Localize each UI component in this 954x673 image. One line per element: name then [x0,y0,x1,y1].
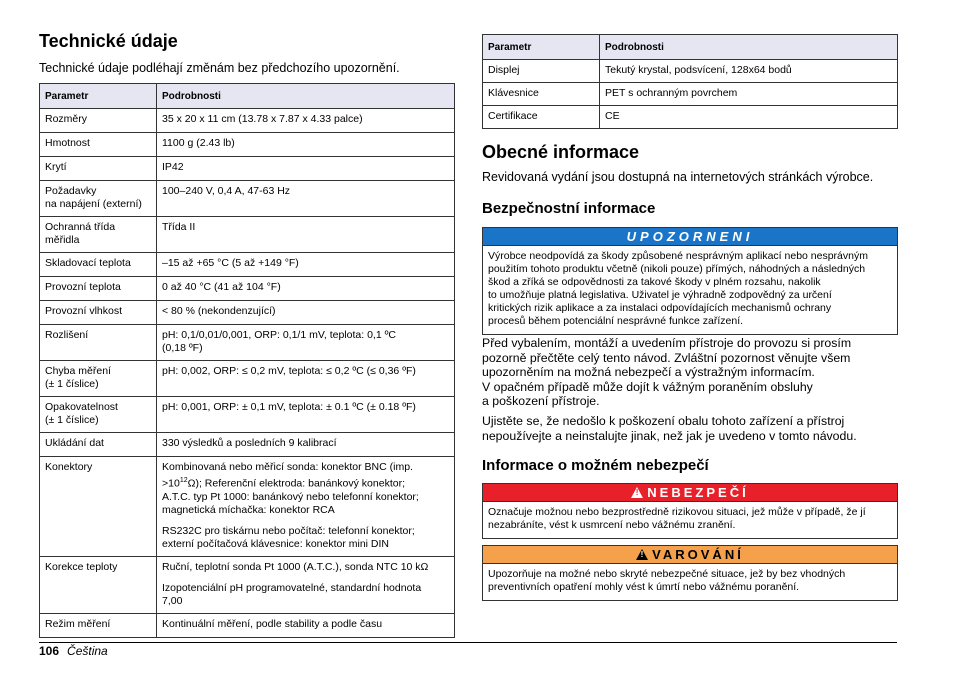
general-info-text: Revidovaná vydání jsou dostupná na internetových stránkách výrobce. [482,170,874,184]
row-param: Provozní teplota [40,277,157,301]
row-detail: CE [600,106,898,129]
row-detail: Ruční, teplotní sonda Pt 1000 (A.T.C.), sonda NTC 10 kΩ Izopotenciální pH programovatelné, standardní hodnota 7,00 [157,556,455,613]
row-param: Provozní vlhkost [40,301,157,325]
table-row [40,325,455,361]
table-row [483,60,898,83]
row-detail: Třída II [157,217,455,253]
row-param: Režim měření [40,613,157,637]
table-row [40,181,455,217]
table-row [40,301,455,325]
table-row [40,361,455,397]
table-row [483,83,898,106]
safety-heading: Bezpečnostní informace [482,200,656,217]
row-detail: 1100 g (2.43 lb) [157,133,455,157]
table-row [40,109,455,133]
general-info-heading: Obecné informace [482,142,640,162]
danger-text: Označuje možnou nebo bezprostředně rizikovou situaci, jež může v případě, že jí nezabráníte, vést k usmrcení nebo vážnému zranění. [483,501,897,538]
table-row [40,217,455,253]
row-detail: IP42 [157,157,455,181]
row-detail: –15 až +65 °C (5 až +149 °F) [157,253,455,277]
row-param: Displej [483,60,600,83]
row-param: Skladovací teplota [40,253,157,277]
notice-label: UPOZORNENI [483,228,897,245]
row-detail: pH: 0,002, ORP: ≤ 0,2 mV, teplota: ≤ 0,2 ºC (≤ 0,36 ºF) [157,361,455,397]
row-param: Rozlišení [40,325,157,361]
row-detail: 330 výsledků a posledních 9 kalibrací [157,433,455,457]
row-param: Korekce teploty [40,556,157,613]
table-row [40,133,455,157]
row-detail: 35 x 20 x 11 cm (13.78 x 7.87 x 4.33 palce) [157,109,455,133]
spec-table [39,83,455,638]
hazard-heading: Informace o možném nebezpečí [482,457,709,474]
warning-label: ! VAROVÁNÍ [483,546,897,563]
row-detail: 100–240 V, 0,4 A, 47-63 Hz [157,181,455,217]
header-param: Parametr [483,35,600,60]
table-row [40,457,455,557]
row-param: Požadavky na napájení (externí) [40,181,157,217]
page-number: 106 [39,644,60,658]
row-detail: pH: 0,1/0,01/0,001, ORP: 0,1/1 mV, teplota: 0,1 ºC (0,18 ºF) [157,325,455,361]
row-param: Opakovatelnost (± 1 číslice) [40,397,157,433]
row-detail: Tekutý krystal, podsvícení, 128x64 bodů [600,60,898,83]
table-row [40,556,455,613]
row-param: Ukládání dat [40,433,157,457]
footer [39,644,108,658]
danger-box [482,483,898,539]
table-row [40,613,455,637]
warning-triangle-icon: ! [636,549,648,560]
table-row [40,277,455,301]
intro-text: Technické údaje podléhají změnám bez předchozího upozornění. [39,61,400,75]
warning-text: Upozorňuje na možné nebo skryté nebezpečné situace, jež by bez vhodných preventivních opatření mohly vést k úmrtí nebo vážnému poranění. [483,563,897,600]
warning-box [482,545,898,601]
header-detail: Podrobnosti [600,35,898,60]
row-detail: 0 až 40 °C (41 až 104 °F) [157,277,455,301]
row-detail: Kontinuální měření, podle stability a podle času [157,613,455,637]
row-detail: Kombinovaná nebo měřicí sonda: konektor BNC (imp. $>10^{12}\Omega$); Referenční elektroda: banánkový konektor; A.T.C. typ Pt 1000: banánkový nebo telefonní konektor; magnetická míchačka: konektor RCA RS232C pro tiskárnu nebo počítač: telefonní konektor; externí počítačová klávesnice: konektor mini DIN [157,457,455,557]
danger-label: ! NEBEZPEČÍ [483,484,897,501]
row-param: Rozměry [40,109,157,133]
row-param: Ochranná třída měřidla [40,217,157,253]
row-param: Klávesnice [483,83,600,106]
row-detail: < 80 % (nekondenzující) [157,301,455,325]
safety-paragraph-1: Před vybalením, montáží a uvedením přístroje do provozu si prosím pozorně přečtěte celý tento návod. Zvláštní pozornost věnujte všem upozorněním na možná nebezpečí a výstražným informacím. V opačném případě může dojít k vážným poraněním obsluhy a poškození přístroje. [482,336,852,408]
notice-text: Výrobce neodpovídá za škody způsobené nesprávným aplikací nebo nesprávným použitím tohoto produktu včetně (nikoli pouze) přímých, náhodných a následných škod a zříká se odpovědnosti za takové škody v plném rozsahu, nakolik to umožňuje platná legislativa. Uživatel je výhradně zodpovědný za určení kritických rizik aplikace a za instalaci odpovídajících mechanismů ochrany procesů během potenciální nesprávné funkce zařízení. [483,245,897,334]
page-title: Technické údaje [39,31,178,51]
footer-divider [39,642,897,643]
header-param: Parametr [40,84,157,109]
table-row [40,253,455,277]
table-row [40,397,455,433]
row-param: Krytí [40,157,157,181]
header-detail: Podrobnosti [157,84,455,109]
footer-language: Čeština [67,644,108,658]
row-param: Konektory [40,457,157,557]
row-param: Certifikace [483,106,600,129]
row-detail: pH: 0,001, ORP: ± 0,1 mV, teplota: ± 0.1 ºC (± 0.18 ºF) [157,397,455,433]
table-row [40,157,455,181]
notice-box [482,227,898,335]
table-row [40,433,455,457]
safety-paragraph-2: Ujistěte se, že nedošlo k poškození obalu tohoto zařízení a přístroj nepoužívejte a neinstalujte jinak, než jak je uvedeno v tomto návodu. [482,414,857,443]
table-row [483,106,898,129]
spec-table-continued [482,34,898,129]
row-param: Hmotnost [40,133,157,157]
warning-triangle-icon: ! [631,487,643,498]
row-param: Chyba měření (± 1 číslice) [40,361,157,397]
row-detail: PET s ochranným povrchem [600,83,898,106]
